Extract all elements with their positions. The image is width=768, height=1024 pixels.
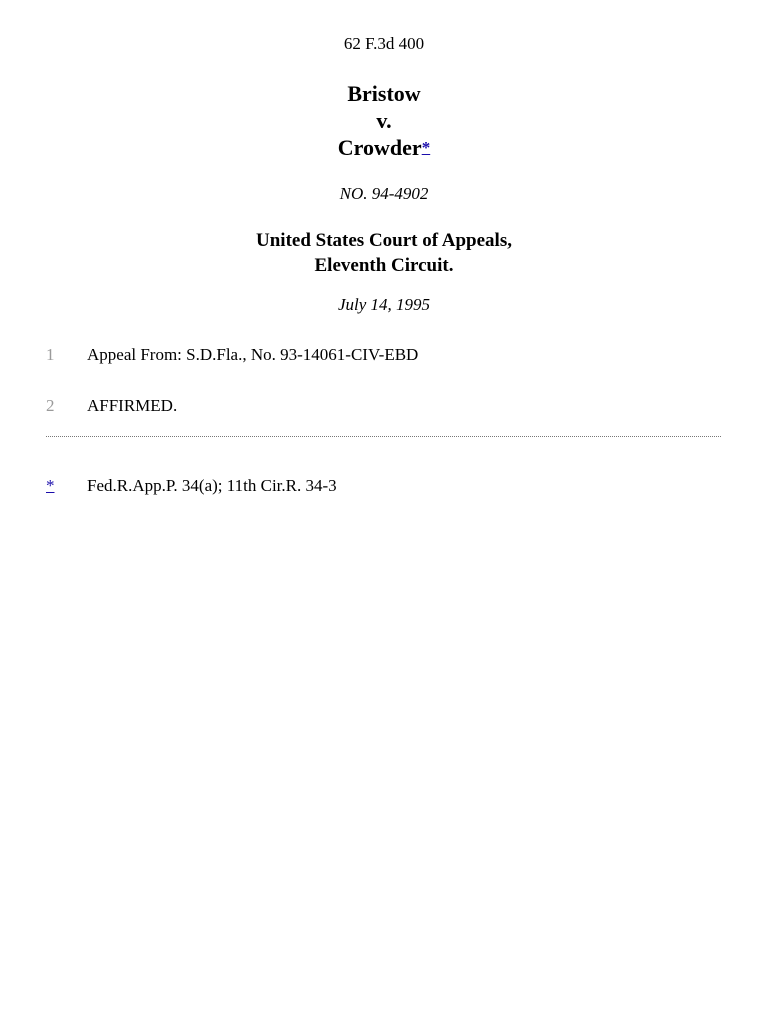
footnote-text: Fed.R.App.P. 34(a); 11th Cir.R. 34-3	[87, 476, 337, 495]
decision-date: July 14, 1995	[337, 295, 431, 314]
case-title	[0, 80, 768, 161]
footnote-divider	[46, 436, 721, 437]
paragraph-number: 2	[46, 396, 55, 415]
case-title-party-1: Bristow	[347, 81, 421, 106]
docket-number: NO. 94-4902	[339, 184, 429, 203]
paragraph-text: AFFIRMED.	[87, 396, 178, 415]
footnote-marker-link[interactable]: *	[46, 476, 55, 495]
court-name	[0, 228, 768, 278]
case-title-party-2: Crowder	[337, 135, 422, 160]
paragraph-text: Appeal From: S.D.Fla., No. 93-14061-CIV-EBD	[87, 345, 419, 364]
court-name-line-2: Eleventh Circuit.	[314, 255, 454, 276]
case-title-party-2-line	[0, 134, 768, 161]
court-name-line-1: United States Court of Appeals,	[256, 230, 512, 251]
citation: 62 F.3d 400	[343, 34, 425, 53]
case-title-versus: v.	[376, 108, 392, 133]
paragraph-number: 1	[46, 345, 55, 364]
footnote-ref-link[interactable]: *	[421, 138, 431, 157]
